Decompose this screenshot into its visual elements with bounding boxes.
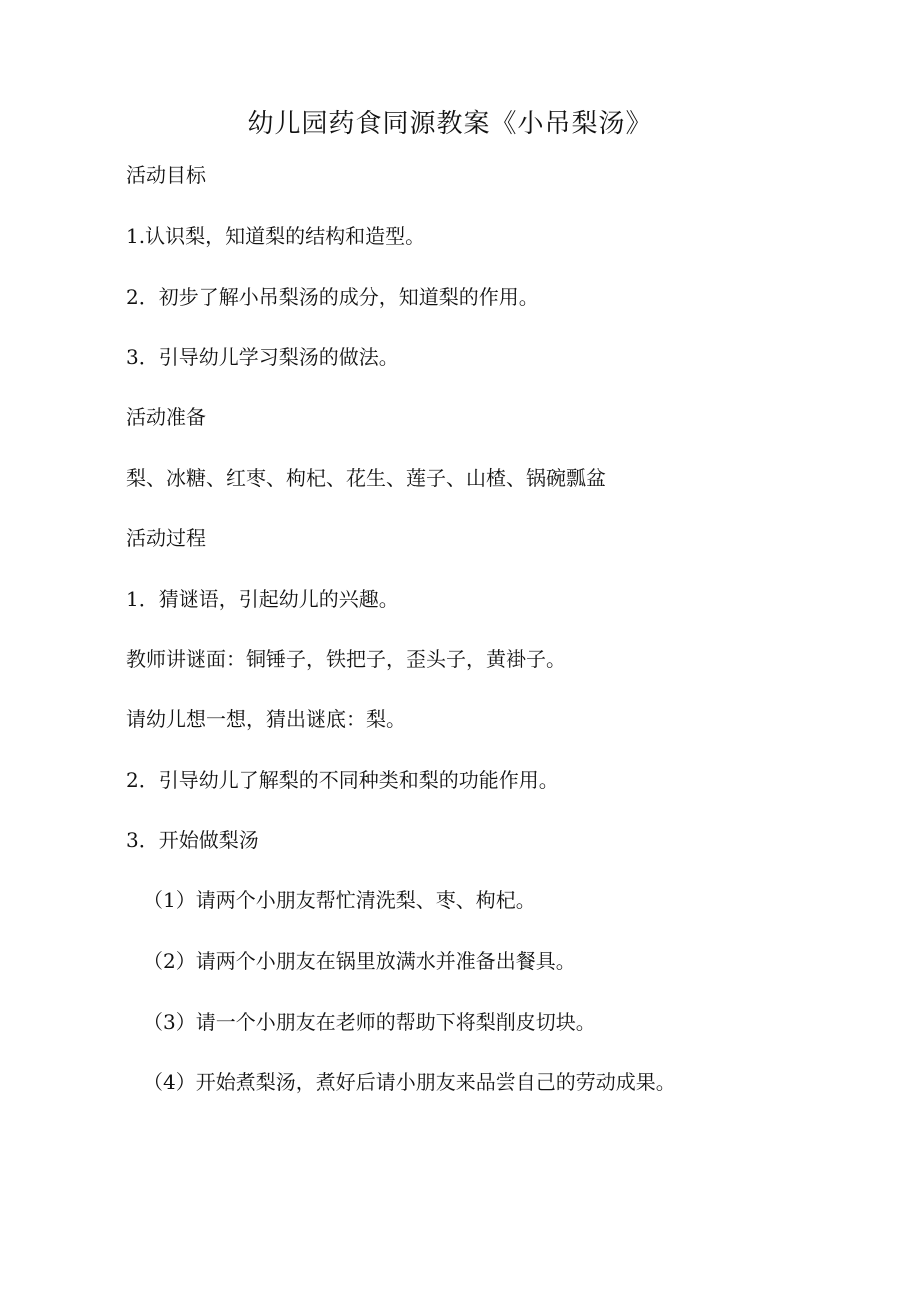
step-4: （4）开始煮梨汤，煮好后请小朋友来品尝自己的劳动成果。 <box>143 1070 676 1094</box>
step-1: （1）请两个小朋友帮忙清洗梨、枣、枸杞。 <box>143 888 536 912</box>
section-heading-process: 活动过程 <box>126 526 206 550</box>
process-item-1: 1．猜谜语，引起幼儿的兴趣。 <box>126 587 399 611</box>
riddle-answer: 请幼儿想一想，猜出谜底：梨。 <box>126 707 406 731</box>
preparation-materials: 梨、冰糖、红枣、枸杞、花生、莲子、山楂、锅碗瓢盆 <box>126 466 606 490</box>
process-item-3: 3．开始做梨汤 <box>126 828 259 852</box>
step-3: （3）请一个小朋友在老师的帮助下将梨削皮切块。 <box>143 1010 596 1034</box>
goal-item-1: 1.认识梨，知道梨的结构和造型。 <box>126 224 426 248</box>
step-2: （2）请两个小朋友在锅里放满水并准备出餐具。 <box>143 949 576 973</box>
process-item-2: 2．引导幼儿了解梨的不同种类和梨的功能作用。 <box>126 768 559 792</box>
document-title: 幼儿园药食同源教案《小吊梨汤》 <box>247 109 653 139</box>
riddle-text: 教师讲谜面：铜锤子，铁把子，歪头子，黄褂子。 <box>126 647 566 671</box>
goal-item-2: 2．初步了解小吊梨汤的成分，知道梨的作用。 <box>126 285 539 309</box>
section-heading-preparation: 活动准备 <box>126 405 206 429</box>
section-heading-goals: 活动目标 <box>126 163 206 187</box>
goal-item-3: 3．引导幼儿学习梨汤的做法。 <box>126 345 399 369</box>
